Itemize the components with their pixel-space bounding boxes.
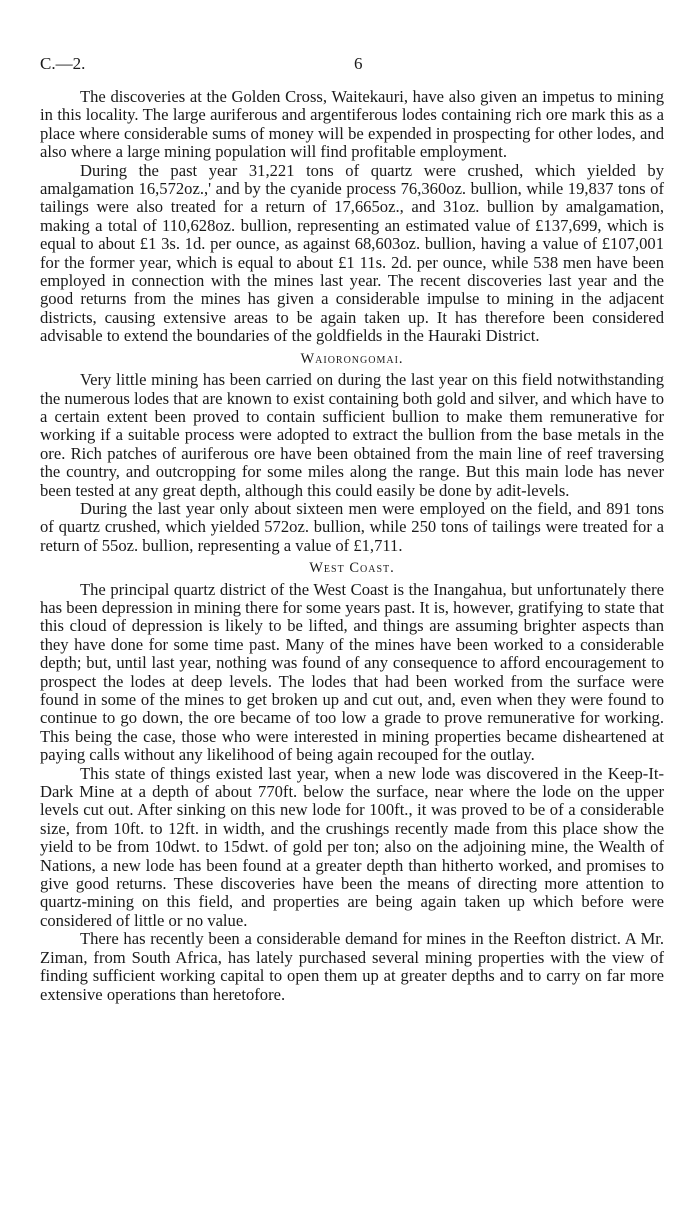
paragraph-reefton: There has recently been a considerable demand for mines in the Reefton district. A Mr. Ziman, from South Africa, has lately purchased several mining properties with the view of finding sufficient working capital to open them up at greater depths and to carry on far more extensive operations than heretofore. xyxy=(40,929,664,1004)
section-heading-west-coast: West Coast. xyxy=(309,560,395,577)
paragraph-inangahua: The principal quartz district of the West Coast is the Inangahua, but unfortunately there has been depression in mining there for some years past. It is, however, gratifying to state that this cloud of depression is likely to be lifted, and things are assuming brighter aspects than they have done for some time past. Many of the mines have been worked to a considerable depth; but, until last year, nothing was found of any consequence to afford encouragement to prospect the lodes at deep levels. The lodes that had been worked from the surface were found in some of the mines to get broken up and cut out, and, even when they were found to continue to go down, the ore became of too low a grade to prove remunerative for working. This being the case, those who were interested in mining properties became disheartened at paying calls without any likelihood of being again recouped for the outlay. xyxy=(40,579,664,765)
paragraph-waiorongomai-returns: During the last year only about sixteen men were employed on the field, and 891 tons of quartz crushed, which yielded 572oz. bullion, while 250 tons of tailings were treated for a return of 55oz. bullion, representing a value of £1,711. xyxy=(40,498,664,555)
paragraph-crushing-returns: During the past year 31,221 tons of quartz were crushed, which yielded by amalgamation 16,572oz.,' and by the cyanide process 76,360oz. bullion, while 19,837 tons of tailings were also treated for a return of 17,665oz., and 31oz. bullion by amalgamation, making a total of 110,628oz. bullion, representing an estimated value of £137,699, which is equal to about £1 3s. 1d. per ounce, as against 68,603oz. bullion, having a value of £107,001 for the former year, which is equal to about £1 11s. 2d. per ounce, while 538 men have been employed in connection with the mines last year. The recent discoveries last year and the good returns from the mines has given a considerable impulse to mining in the adjacent districts, causing extensive areas to be again taken up. It has therefore been considered advisable to extend the boundaries of the goldfields in the Hauraki District. xyxy=(40,160,664,346)
document-body xyxy=(40,88,664,1004)
document-reference: C.—2. xyxy=(40,54,86,73)
section-heading-waiorongomai: Waiorongomai. xyxy=(300,350,404,367)
paragraph-golden-cross: The discoveries at the Golden Cross, Waitekauri, have also given an impetus to mining in this locality. The large auriferous and argentiferous lodes containing rich ore mark this as a place where considerable sums of money will be expended in prospecting for other lodes, and also where a large mining population will find profitable employment. xyxy=(40,87,664,162)
paragraph-waiorongomai-lodes: Very little mining has been carried on during the last year on this field notwithstanding the numerous lodes that are known to exist containing both gold and silver, and which have to a certain extent been proved to contain sufficient bullion to make them remunerative for working if a suitable process were adopted to extract the bullion from the base metals in the ore. Rich patches of auriferous ore have been obtained from the main line of reef traversing the country, and outcropping for some miles along the range. But this main lode has never been tested at any great depth, although this could easily be done by adit-levels. xyxy=(40,370,664,500)
page-number: 6 xyxy=(354,54,363,73)
paragraph-keep-it-dark: This state of things existed last year, when a new lode was discovered in the Keep-It-Dark Mine at a depth of about 770ft. below the surface, near where the lode on the upper levels cut out. After sinking on this new lode for 100ft., it was proved to be of a considerable size, from 10ft. to 12ft. in width, and the crushings recently made from this place show the yield to be from 10dwt. to 15dwt. of gold per ton; also on the adjoining mine, the Wealth of Nations, a new lode has been found at a greater depth than hitherto worked, and promises to give good returns. These discoveries have been the means of directing more attention to quartz-mining on this field, and properties are being again taken up which before were considered of little or no value. xyxy=(40,763,664,930)
page-header xyxy=(40,54,660,76)
